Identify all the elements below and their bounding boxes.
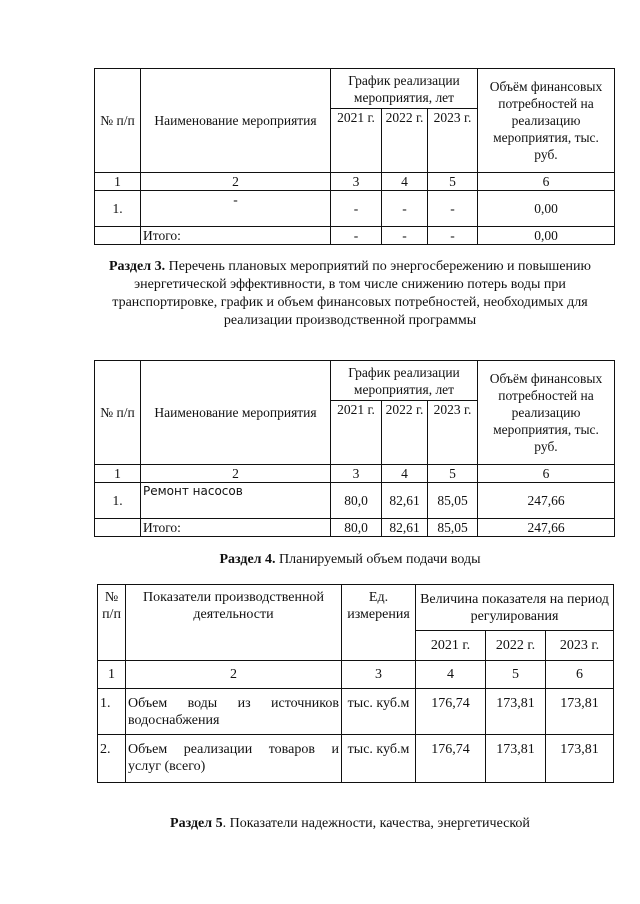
row-num: 1. [95, 191, 141, 227]
total-row: Итого: 80,0 82,61 85,05 247,66 [95, 519, 615, 537]
section-3-title-first: Перечень плановых мероприятий [168, 259, 369, 274]
index-row: 1 2 3 4 5 6 [98, 661, 614, 689]
row-num: 1. [98, 689, 126, 735]
header-name: Наименование мероприятия [141, 361, 331, 465]
row-2022: 82,61 [382, 483, 428, 519]
row-name: - [141, 191, 331, 227]
header-num: № п/п [98, 585, 126, 661]
header-year-2021: 2021 г. [331, 401, 382, 465]
header-year-2021: 2021 г. [331, 109, 382, 173]
row-indicator-line2: услуг (всего) [128, 759, 206, 774]
section-3-title-rest: по энергосбережению и повышению энергетической эффективности, в том числе снижению потерь воды при транспортировке, график и объем финансовых потребностей, необходимых для реализации производственной программы [112, 259, 591, 328]
header-schedule: График реализации мероприятия, лет [331, 361, 478, 401]
row-2022: 173,81 [486, 735, 546, 783]
row-2021: 176,74 [416, 689, 486, 735]
header-name: Наименование мероприятия [141, 69, 331, 173]
total-label: Итого: [141, 227, 331, 245]
section-4-title: Планируемый объем подачи воды [279, 552, 481, 567]
header-num: № п/п [95, 361, 141, 465]
header-year-2022: 2022 г. [382, 401, 428, 465]
header-finance: Объём финансовых потребностей на реализацию мероприятия, тыс. руб. [478, 361, 615, 465]
section-3-heading [100, 258, 600, 330]
section-5-title: . Показатели надежности, качества, энергетической [222, 816, 530, 831]
row-2021: 176,74 [416, 735, 486, 783]
header-year-2023: 2023 г. [428, 401, 478, 465]
row-indicator-line1: Объем реализации товаров и [128, 742, 339, 757]
table-row [98, 689, 614, 735]
header-year-2022: 2022 г. [486, 631, 546, 661]
row-num: 1. [95, 483, 141, 519]
row-2021: - [331, 191, 382, 227]
table-2 [94, 360, 615, 537]
row-2021: 80,0 [331, 483, 382, 519]
row-name: Ремонт насосов [141, 483, 331, 519]
table-row [95, 191, 615, 227]
header-year-2022: 2022 г. [382, 109, 428, 173]
row-2022: - [382, 191, 428, 227]
total-row: Итого: - - - 0,00 [95, 227, 615, 245]
total-label: Итого: [141, 519, 331, 537]
row-2023: - [428, 191, 478, 227]
index-row: 1 2 3 4 5 6 [95, 465, 615, 483]
section-5-heading [90, 815, 610, 833]
header-value: Величина показателя на период регулирования [416, 585, 614, 631]
row-indicator-line2: водоснабжения [128, 713, 220, 728]
row-indicator-line1: Объем воды из источников [128, 696, 339, 711]
row-2023: 85,05 [428, 483, 478, 519]
header-finance: Объём финансовых потребностей на реализацию мероприятия, тыс. руб. [478, 69, 615, 173]
table-row [95, 483, 615, 519]
table-3 [97, 584, 614, 783]
header-indicator: Показатели производственной деятельности [126, 585, 342, 661]
header-year-2023: 2023 г. [428, 109, 478, 173]
section-4-heading [100, 551, 600, 569]
index-row: 1 2 3 4 5 6 [95, 173, 615, 191]
section-4-number: Раздел 4. [219, 552, 276, 567]
row-2023: 173,81 [546, 735, 614, 783]
table-row [98, 735, 614, 783]
row-unit: тыс. куб.м [342, 735, 416, 783]
section-3-number: Раздел 3. [109, 259, 166, 274]
header-schedule: График реализации мероприятия, лет [331, 69, 478, 109]
header-num: № п/п [95, 69, 141, 173]
section-5-number: Раздел 5 [170, 816, 223, 831]
header-year-2023: 2023 г. [546, 631, 614, 661]
row-indicator [126, 689, 342, 735]
table-1 [94, 68, 615, 245]
row-2022: 173,81 [486, 689, 546, 735]
row-num: 2. [98, 735, 126, 783]
row-2023: 173,81 [546, 689, 614, 735]
row-total: 247,66 [478, 483, 615, 519]
row-indicator [126, 735, 342, 783]
header-year-2021: 2021 г. [416, 631, 486, 661]
row-unit: тыс. куб.м [342, 689, 416, 735]
header-unit: Ед. измерения [342, 585, 416, 661]
row-total: 0,00 [478, 191, 615, 227]
